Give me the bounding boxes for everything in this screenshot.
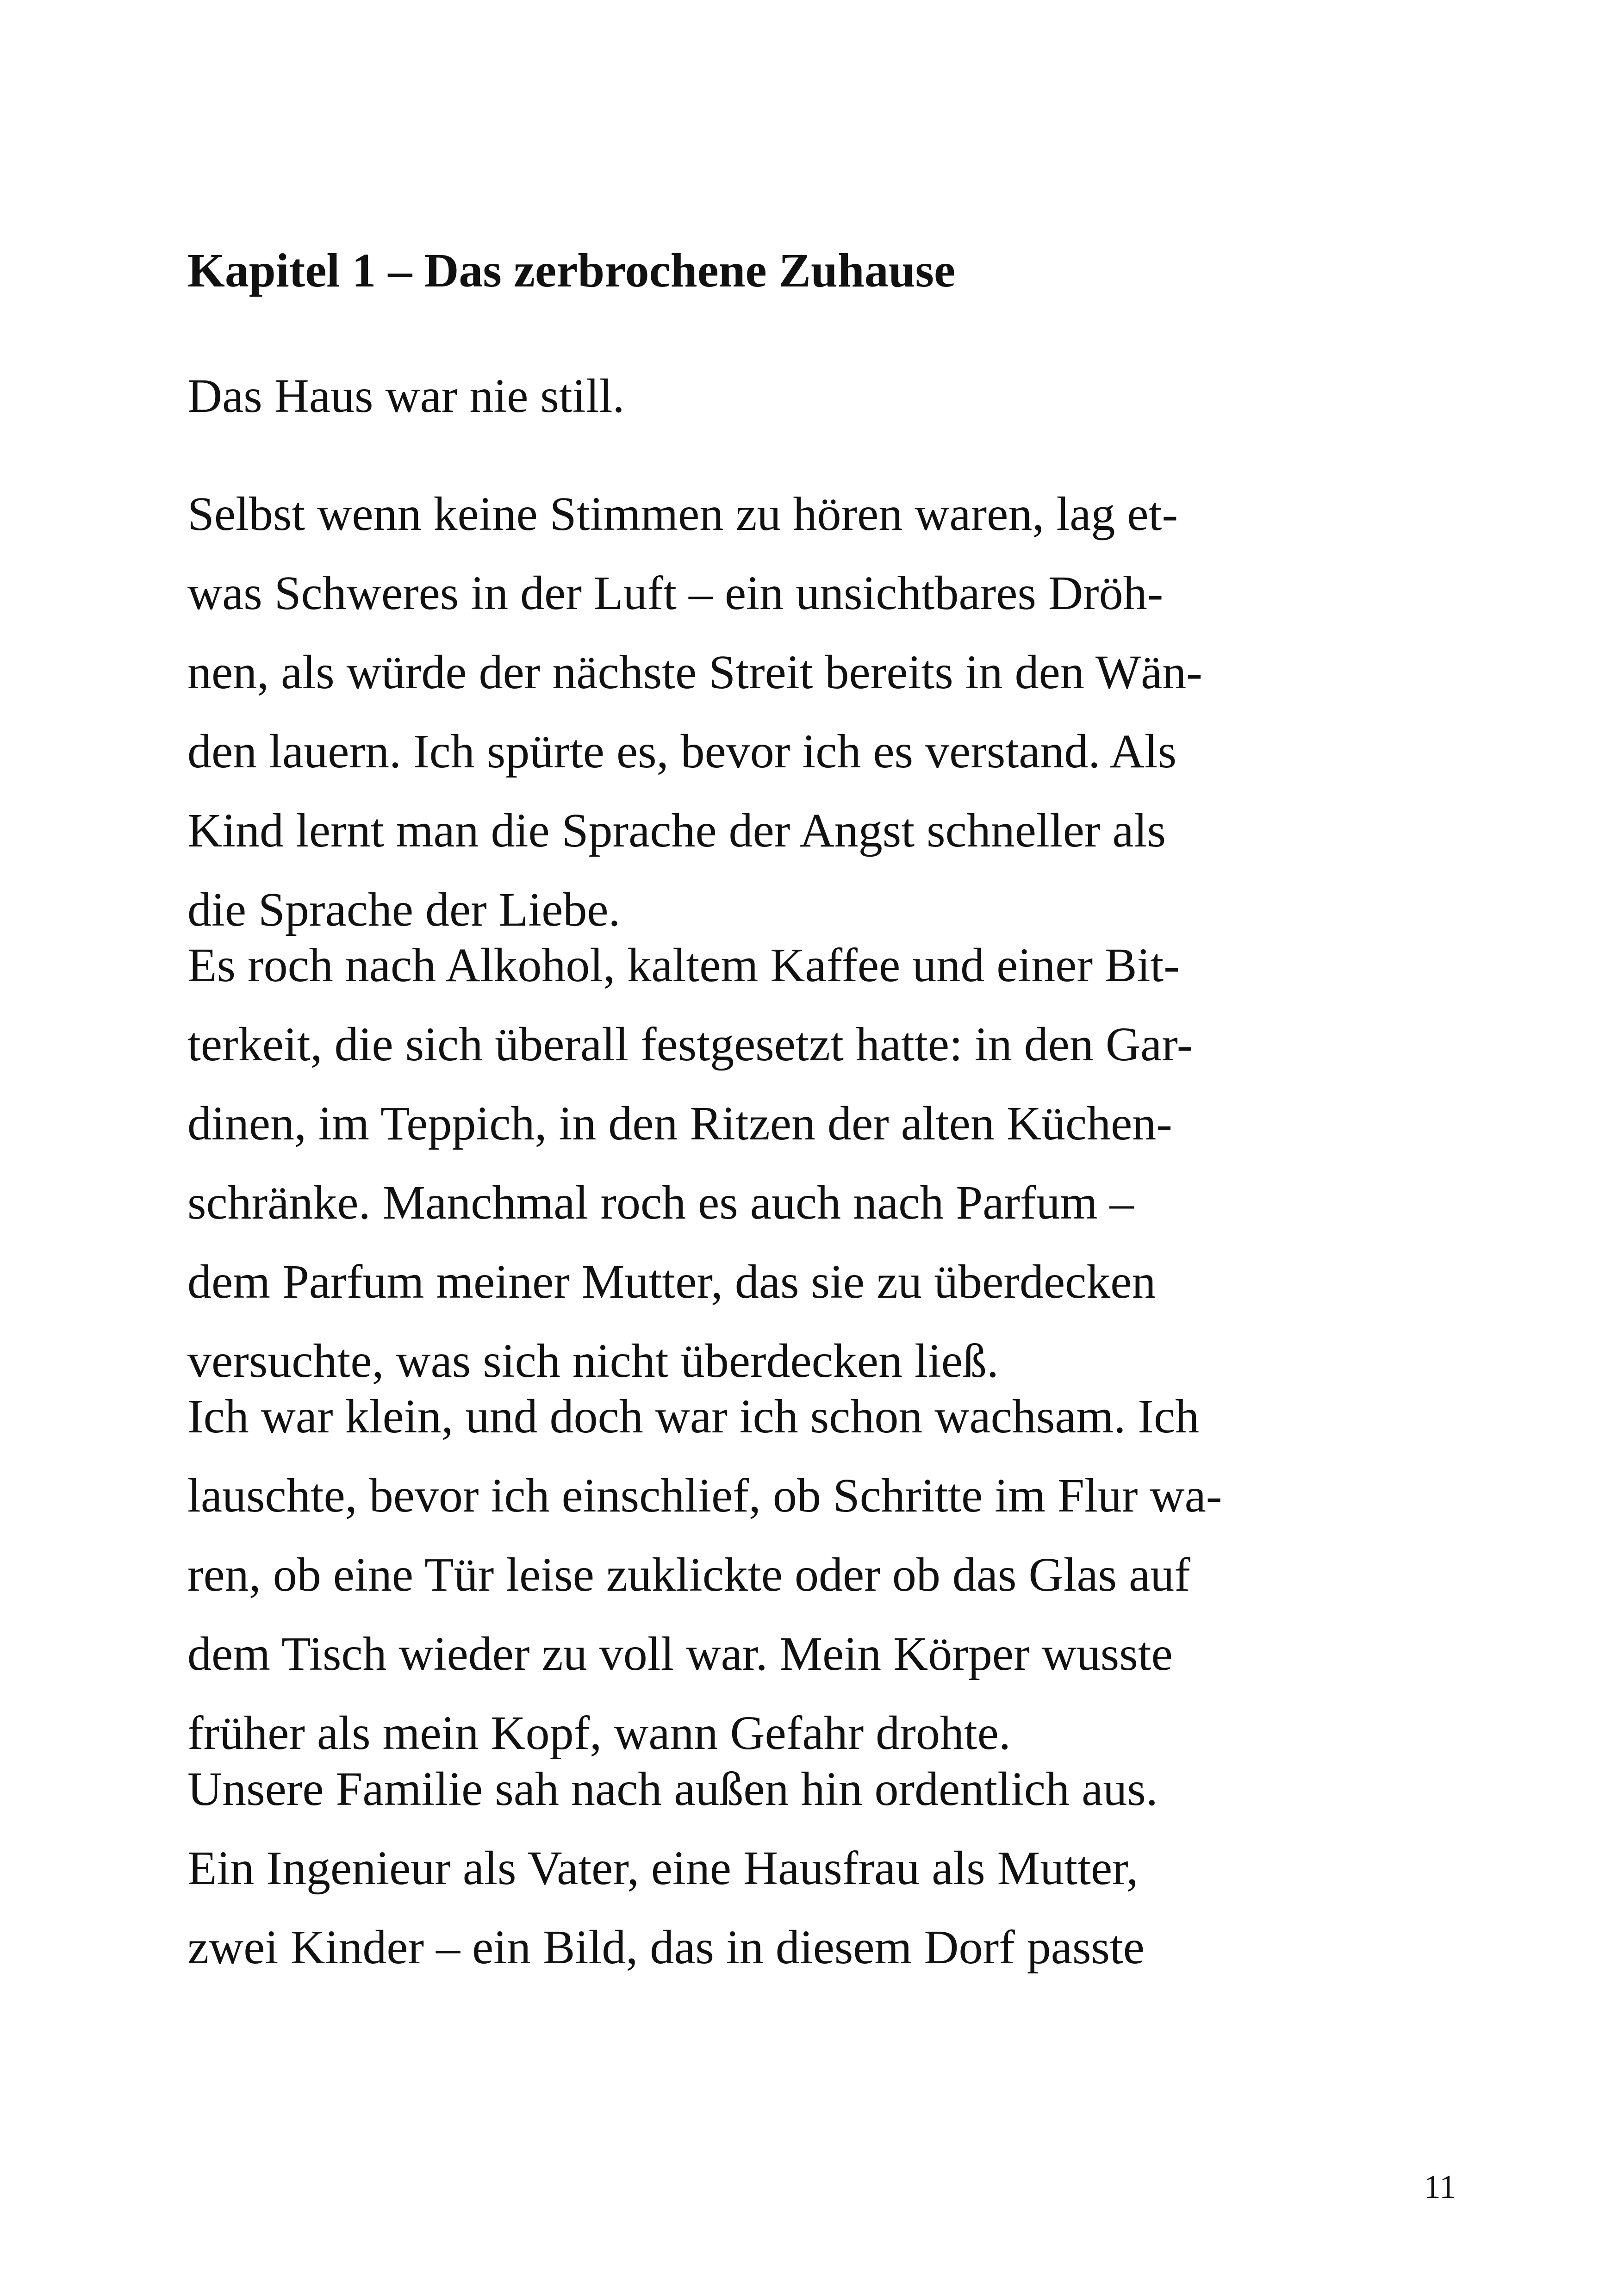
text-line: Ein Ingenieur als Vater, eine Hausfrau als Mutter, <box>187 1842 1139 1895</box>
text-line: Kind lernt man die Sprache der Angst schneller als <box>187 804 1166 857</box>
chapter-title: Kapitel 1 – Das zerbrochene Zuhause <box>187 244 956 297</box>
text-line: ren, ob eine Tür leise zuklickte oder ob das Glas auf <box>187 1548 1190 1601</box>
text-line: terkeit, die sich überall festgesetzt hatte: in den Gar- <box>187 1018 1193 1071</box>
paragraph-3 <box>187 926 1193 1400</box>
text-line: Selbst wenn keine Stimmen zu hören waren, lag et- <box>187 487 1178 541</box>
text-line: lauschte, bevor ich einschlief, ob Schritte im Flur wa- <box>187 1469 1222 1522</box>
text-line: schränke. Manchmal roch es auch nach Parfum – <box>187 1176 1134 1229</box>
text-line: dem Tisch wieder zu voll war. Mein Körper wusste <box>187 1627 1173 1680</box>
paragraph-5 <box>187 1749 1158 1987</box>
text-line: früher als mein Kopf, wann Gefahr drohte. <box>187 1706 1011 1760</box>
text-line: dinen, im Teppich, in den Ritzen der alten Küchen- <box>187 1097 1172 1150</box>
page-number: 11 <box>1424 2168 1456 2205</box>
text-line: Ich war klein, und doch war ich schon wachsam. Ich <box>187 1390 1200 1443</box>
text-line: Unsere Familie sah nach außen hin ordentlich aus. <box>187 1762 1158 1816</box>
text-line: dem Parfum meiner Mutter, das sie zu überdecken <box>187 1255 1156 1308</box>
text-line: die Sprache der Liebe. <box>187 883 621 936</box>
paragraph-2 <box>187 474 1202 949</box>
text-line: zwei Kinder – ein Bild, das in diesem Dorf passte <box>187 1921 1145 1974</box>
text-line: den lauern. Ich spürte es, bevor ich es verstand. Als <box>187 725 1177 778</box>
text-line: Es roch nach Alkohol, kaltem Kaffee und einer Bit- <box>187 939 1180 992</box>
paragraph-1 <box>187 356 624 436</box>
text-line: versuchte, was sich nicht überdecken ließ. <box>187 1334 999 1388</box>
text-line: Das Haus war nie still. <box>187 369 625 423</box>
text-line: nen, als würde der nächste Streit bereits in den Wän- <box>187 646 1202 699</box>
text-line: was Schweres in der Luft – ein unsichtbares Dröh- <box>187 566 1164 620</box>
paragraph-4 <box>187 1377 1222 1773</box>
